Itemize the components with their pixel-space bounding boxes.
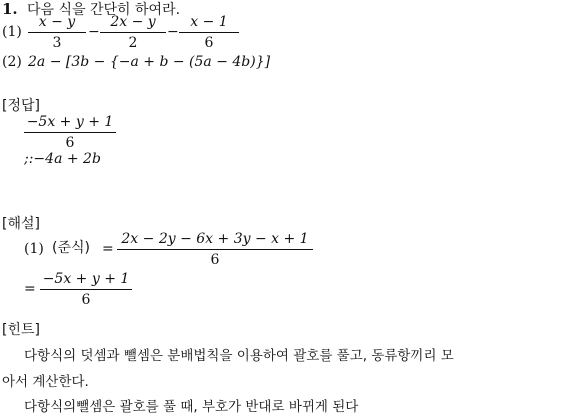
solution-paren-note: (준식) <box>52 240 90 256</box>
item-2-expression: 2a − [3b − {−a + b − (5a − 4b)}] <box>28 54 271 70</box>
fraction-numerator: 2x − 2y − 6x + 3y − x + 1 <box>121 231 309 247</box>
hint-paragraph-1-line-2: 아서 계산한다. <box>2 374 89 390</box>
item-1-fraction-1 <box>28 15 86 50</box>
fraction-bar <box>179 32 239 33</box>
item-1-operator-1: − <box>88 24 100 40</box>
fraction-numerator: x − y <box>38 14 76 30</box>
hint-paragraph-1-line-1: 다항식의 덧셈과 뺄셈은 분배법칙을 이용하여 괄호를 풀고, 동류항끼리 모 <box>24 348 454 364</box>
fraction-numerator: −5x + y + 1 <box>26 114 114 130</box>
fraction-denominator: 3 <box>52 35 62 51</box>
item-1-operator-2: − <box>167 24 179 40</box>
answer-header: [정답] <box>2 98 40 114</box>
fraction-numerator: x − 1 <box>190 14 228 30</box>
problem-number: 1. <box>2 0 18 18</box>
solution-label: (1) <box>24 241 44 257</box>
item-1-fraction-2 <box>100 15 166 50</box>
solution-equals-2: = <box>24 281 36 297</box>
hint-header: [힌트] <box>2 322 40 338</box>
item-2-label: (2) <box>2 54 22 70</box>
problem-instruction: 다음 식을 간단히 하여라. <box>27 2 181 18</box>
fraction-bar <box>40 289 132 290</box>
fraction-bar <box>100 32 166 33</box>
item-1-label: (1) <box>2 24 22 40</box>
hint-paragraph-2: 다항식의뺄셈은 괄호를 풀 때, 부호가 반대로 바뀌게 된다 <box>24 399 359 415</box>
fraction-bar <box>28 32 86 33</box>
solution-fraction-1 <box>117 232 313 267</box>
fraction-denominator: 6 <box>81 292 91 308</box>
fraction-numerator: −5x + y + 1 <box>42 271 130 287</box>
solution-equals-1: = <box>102 241 114 257</box>
item-1-fraction-3 <box>179 15 239 50</box>
fraction-denominator: 2 <box>128 35 138 51</box>
fraction-bar <box>24 132 116 133</box>
solution-header: [해설] <box>2 216 40 232</box>
fraction-denominator: 6 <box>204 35 214 51</box>
fraction-numerator: 2x − y <box>110 14 156 30</box>
fraction-denominator: 6 <box>65 135 75 151</box>
fraction-denominator: 6 <box>210 252 220 268</box>
answer-fraction <box>24 115 116 150</box>
solution-fraction-2 <box>40 272 132 307</box>
fraction-bar <box>117 249 313 250</box>
answer-line-2: ;:−4a + 2b <box>24 151 101 167</box>
